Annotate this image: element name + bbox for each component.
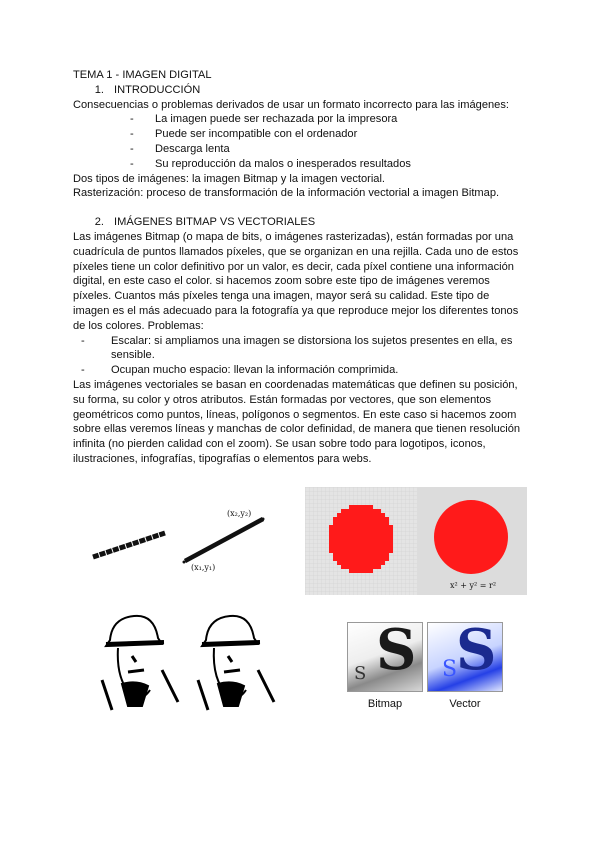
list-item: - Ocupan mucho espacio: llevan la información comprimida.: [81, 364, 399, 377]
paragraph-line: geométricos como puntos, líneas, polígonos o segmentos. En este caso si hacemos zoom: [73, 408, 517, 421]
list-item: - Puede ser incompatible con el ordenador: [130, 128, 358, 141]
bitmap-s-box: [347, 622, 423, 692]
bitmap-paragraph: [73, 230, 523, 334]
vector-circle: [434, 500, 508, 574]
list-item: - Su reproducción da malos o inesperados resultados: [130, 157, 411, 170]
paragraph-line: digital, en este caso el color. si hacemos zoom sobre este tipo de imágenes veremos: [73, 275, 490, 288]
paragraph-line: Las imágenes vectoriales se basan en coordenadas matemáticas que definen su posición,: [73, 378, 518, 391]
problems-list: [73, 112, 523, 171]
list-item: - La imagen puede ser rechazada por la impresora: [130, 113, 398, 126]
vector-face: [198, 616, 274, 710]
intro-text: Consecuencias o problemas derivados de usar un formato incorrecto para las imágenes:: [73, 98, 509, 111]
pixelated-circle: [329, 505, 393, 573]
point-label-bottom: (x₁,y₁): [191, 563, 216, 572]
paragraph-line: cuadrícula de puntos llamados píxeles, que se organizan en una rejilla. Cada uno de estos: [73, 245, 519, 258]
bitmap-s-small: S: [354, 663, 367, 684]
faces-drawing: [92, 610, 292, 720]
circle-drawing: [305, 487, 527, 595]
vector-s-box: [427, 622, 503, 692]
paragraph-line: píxeles. Cuantos más píxeles tenga una imagen, mayor será su calidad. Este tipo de: [73, 290, 490, 303]
vector-caption: Vector: [449, 698, 481, 710]
paragraph-line: infinita (no pierden calidad con el zoom). Se usan sobre todo para logotipos, iconos,: [73, 438, 486, 451]
bitmap-problems-list: [73, 334, 523, 378]
doc-title: TEMA 1 - IMAGEN DIGITAL: [73, 69, 212, 81]
paragraph-line: imagen es el más adecuado para la fotografía ya que reproduce mejor los diferentes tonos: [73, 304, 519, 317]
vector-paragraph: [73, 378, 523, 467]
line-comparison-figure: [85, 505, 285, 585]
paragraph-line: de los colores. Problemas:: [73, 319, 204, 332]
bitmap-line: [93, 533, 165, 557]
paragraph-line: su forma, su color y otros atributos. Están formadas por vectores, que son elementos: [73, 393, 492, 406]
circle-comparison-figure: [305, 487, 527, 595]
paragraph-line: Las imágenes Bitmap (o mapa de bits, o imágenes rasterizadas), están formadas por una: [73, 230, 514, 243]
paragraph-line: ilustraciones, infografías, tipografías o elementos para webs.: [73, 452, 372, 465]
line-drawing: [85, 505, 285, 585]
section-2-heading: [73, 215, 523, 230]
bitmap-face: [102, 616, 178, 710]
rasterization-definition: Rasterización: proceso de transformación de la información vectorial a imagen Bitmap.: [73, 187, 500, 200]
point-label-top: (x₂,y₂): [227, 509, 252, 518]
endpoint-marker: [262, 518, 265, 521]
paragraph-line: sobre ellas veremos líneas y manchas de color definidad, de manera que tienen resolución: [73, 423, 521, 436]
faces-figure: [92, 610, 292, 720]
section-1-heading: [73, 83, 523, 98]
section-1-number: 1.: [94, 83, 104, 96]
vector-s-small: S: [442, 657, 458, 682]
endpoint-marker: [183, 561, 186, 564]
vector-line: [185, 519, 263, 561]
section-1-title: INTRODUCCIÓN: [114, 83, 201, 96]
s-letter-figure: [347, 622, 507, 714]
bitmap-s-large: S: [376, 622, 417, 683]
list-item: - Escalar: si ampliamos una imagen se distorsiona los sujetos presentes en ella, es sensible.: [81, 334, 513, 362]
circle-formula: x² + y² = r²: [450, 581, 497, 590]
list-item: - Descarga lenta: [130, 142, 230, 155]
section-2-title: IMÁGENES BITMAP VS VECTORIALES: [114, 216, 316, 229]
image-types-line: Dos tipos de imágenes: la imagen Bitmap y la imagen vectorial.: [73, 172, 386, 185]
vector-s-large: S: [456, 622, 497, 683]
bitmap-caption: Bitmap: [367, 698, 403, 710]
section-2-number: 2.: [94, 216, 104, 229]
document-body: [73, 68, 523, 467]
paragraph-line: píxeles tiene un color definitivo por un valor, es decir, cada píxel contiene una información: [73, 260, 514, 273]
